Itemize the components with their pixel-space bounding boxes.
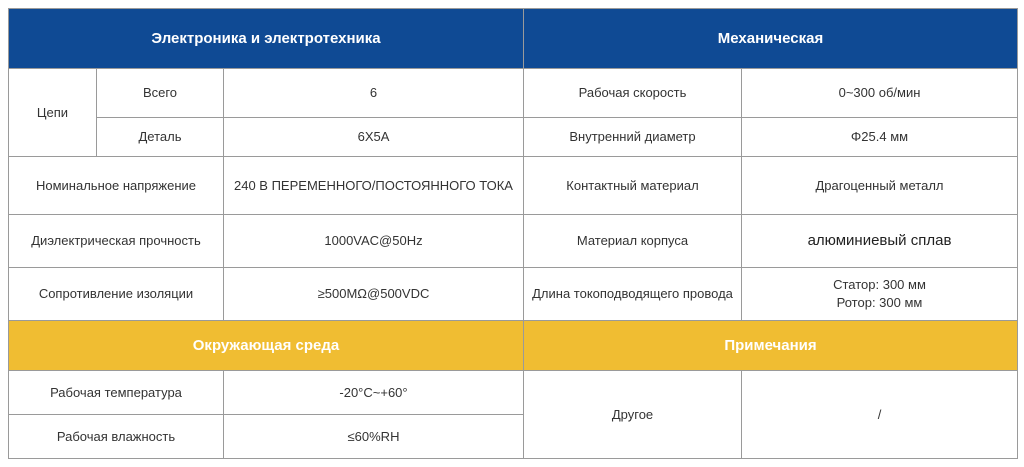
header-environment: Окружающая среда xyxy=(9,321,524,371)
dielectric-label: Диэлектрическая прочность xyxy=(9,215,224,268)
humidity-value: ≤60%RH xyxy=(224,415,524,459)
spec-table xyxy=(8,8,1018,459)
lead-value xyxy=(742,268,1018,321)
inner-diameter-value: Φ25.4 мм xyxy=(742,118,1018,157)
spec-table-wrapper xyxy=(8,8,1018,459)
other-label: Другое xyxy=(524,371,742,459)
table-row xyxy=(9,118,1018,157)
voltage-value: 240 В ПЕРЕМЕННОГО/ПОСТОЯННОГО ТОКА xyxy=(224,157,524,215)
lead-rotor: Ротор: 300 мм xyxy=(836,295,923,310)
other-value: / xyxy=(742,371,1018,459)
humidity-label: Рабочая влажность xyxy=(9,415,224,459)
table-row xyxy=(9,157,1018,215)
temp-value: -20°C~+60° xyxy=(224,371,524,415)
detail-label: Деталь xyxy=(97,118,224,157)
insulation-value: ≥500MΩ@500VDC xyxy=(224,268,524,321)
dielectric-value: 1000VAC@50Hz xyxy=(224,215,524,268)
insulation-label: Сопротивление изоляции xyxy=(9,268,224,321)
header-row-top xyxy=(9,9,1018,69)
speed-label: Рабочая скорость xyxy=(524,69,742,118)
contact-value: Драгоценный металл xyxy=(742,157,1018,215)
header-notes: Примечания xyxy=(524,321,1018,371)
total-label: Всего xyxy=(97,69,224,118)
total-value: 6 xyxy=(224,69,524,118)
housing-value: алюминиевый сплав xyxy=(742,215,1018,268)
table-row xyxy=(9,268,1018,321)
circuits-label: Цепи xyxy=(9,69,97,157)
table-row xyxy=(9,371,1018,415)
table-row xyxy=(9,215,1018,268)
inner-diameter-label: Внутренний диаметр xyxy=(524,118,742,157)
header-electronics: Электроника и электротехника xyxy=(9,9,524,69)
speed-value: 0~300 об/мин xyxy=(742,69,1018,118)
detail-value: 6X5A xyxy=(224,118,524,157)
lead-stator: Статор: 300 мм xyxy=(833,277,926,292)
lead-label: Длина токоподводящего провода xyxy=(524,268,742,321)
table-row xyxy=(9,69,1018,118)
housing-label: Материал корпуса xyxy=(524,215,742,268)
header-row-bottom xyxy=(9,321,1018,371)
header-mechanical: Механическая xyxy=(524,9,1018,69)
contact-label: Контактный материал xyxy=(524,157,742,215)
temp-label: Рабочая температура xyxy=(9,371,224,415)
voltage-label: Номинальное напряжение xyxy=(9,157,224,215)
